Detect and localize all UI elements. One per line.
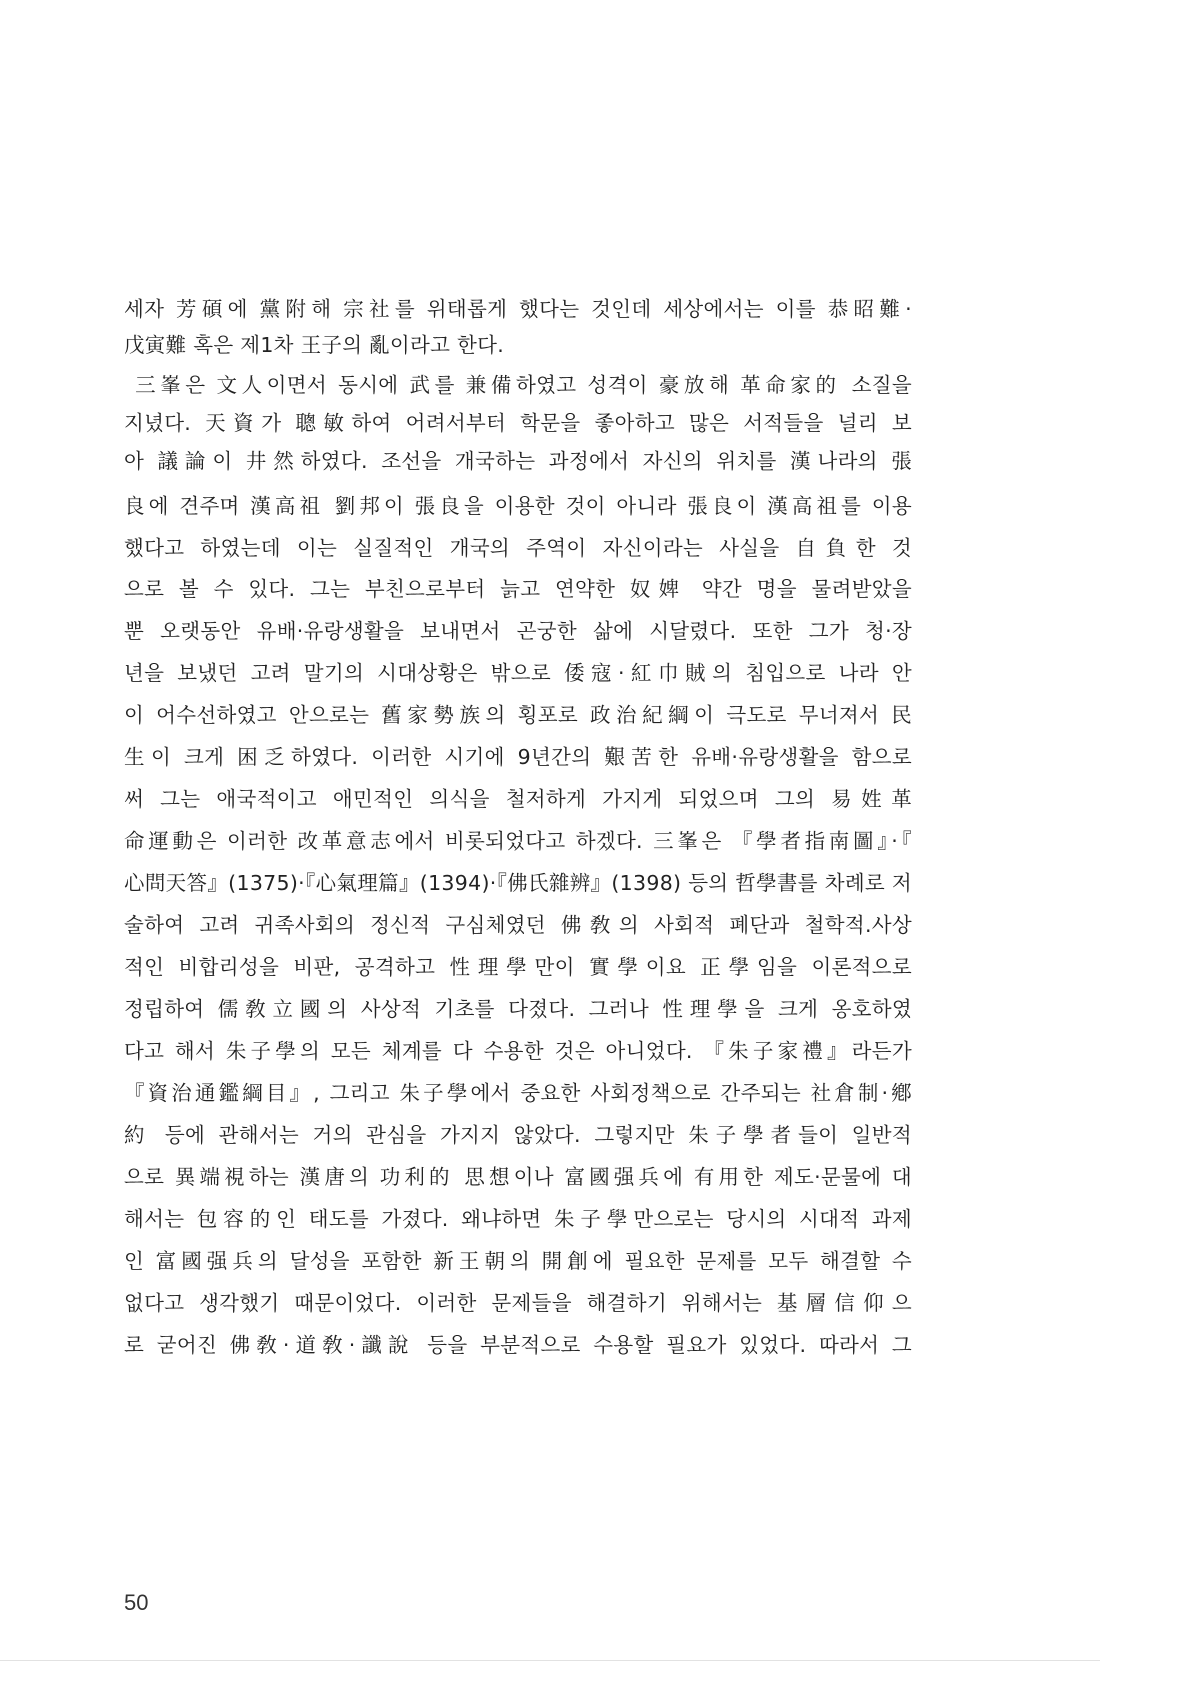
text-line: 生이 크게 困乏하였다. 이러한 시기에 9년간의 艱苦한 유배·유랑생활을 함으로 (124, 745, 912, 769)
page-number: 50 (124, 1590, 149, 1615)
text-line: 命運動은 이러한 改革意志에서 비롯되었다고 하겠다. 三峯은 『學者指南圖』·『 (124, 829, 912, 853)
text-line: 인 富國强兵의 달성을 포함한 新王朝의 開創에 필요한 문제를 모두 해결할 수 (124, 1249, 912, 1273)
bottom-rule (0, 1660, 1100, 1661)
text-line: 約 등에 관해서는 거의 관심을 가지지 않았다. 그렇지만 朱子學者들이 일반적 (124, 1123, 912, 1147)
text-line: 아 議論이 井然하였다. 조선을 개국하는 과정에서 자신의 위치를 漢나라의 張 (124, 449, 912, 473)
text-line: 세자 芳碩에 黨附해 宗社를 위태롭게 했다는 것인데 세상에서는 이를 恭昭難· (124, 297, 912, 321)
text-line: 『資治通鑑綱目』, 그리고 朱子學에서 중요한 사회정책으로 간주되는 社倉制·鄕 (124, 1081, 912, 1105)
text-line: 적인 비합리성을 비판, 공격하고 性理學만이 實學이요 正學임을 이론적으로 (124, 955, 912, 979)
text-line: 三峯은 文人이면서 동시에 武를 兼備하였고 성격이 豪放해 革命家的 소질을 (124, 373, 912, 397)
text-line: 없다고 생각했기 때문이었다. 이러한 문제들을 해결하기 위해서는 基層信仰으 (124, 1291, 912, 1315)
text-line: 써 그는 애국적이고 애민적인 의식을 철저하게 가지게 되었으며 그의 易姓革 (124, 787, 912, 811)
text-line: 으로 異端視하는 漢唐의 功利的 思想이나 富國强兵에 有用한 제도·문물에 대 (124, 1165, 912, 1189)
text-line: 이 어수선하였고 안으로는 舊家勢族의 횡포로 政治紀綱이 극도로 무너져서 民 (124, 703, 912, 727)
text-line: 良에 견주며 漢高祖 劉邦이 張良을 이용한 것이 아니라 張良이 漢高祖를 이용 (124, 494, 912, 518)
text-line: 戊寅難 혹은 제1차 王子의 亂이라고 한다. (124, 333, 505, 357)
text-line: 다고 해서 朱子學의 모든 체계를 다 수용한 것은 아니었다. 『朱子家禮』라든가 (124, 1039, 912, 1063)
text-line: 년을 보냈던 고려 말기의 시대상황은 밖으로 倭寇·紅巾賊의 침입으로 나라 안 (124, 661, 912, 685)
text-line: 지녔다. 天資가 聰敏하여 어려서부터 학문을 좋아하고 많은 서적들을 널리 보 (124, 411, 912, 435)
text-line: 했다고 하였는데 이는 실질적인 개국의 주역이 자신이라는 사실을 自負한 것 (124, 536, 912, 560)
text-line: 로 굳어진 佛敎·道敎·讖說 등을 부분적으로 수용할 필요가 있었다. 따라서 그 (124, 1333, 912, 1357)
text-line: 心問天答』(1375)·『心氣理篇』(1394)·『佛氏雜辨』(1398) 등의 哲學書를 차례로 저 (124, 871, 912, 895)
text-line: 정립하여 儒敎立國의 사상적 기초를 다졌다. 그러나 性理學을 크게 옹호하였 (124, 997, 912, 1021)
text-line: 해서는 包容的인 태도를 가졌다. 왜냐하면 朱子學만으로는 당시의 시대적 과제 (124, 1207, 912, 1231)
text-line: 뿐 오랫동안 유배·유랑생활을 보내면서 곤궁한 삶에 시달렸다. 또한 그가 청·장 (124, 619, 912, 643)
text-line: 으로 볼 수 있다. 그는 부친으로부터 늙고 연약한 奴婢 약간 명을 물려받았을 (124, 577, 912, 601)
text-line: 술하여 고려 귀족사회의 정신적 구심체였던 佛敎의 사회적 폐단과 철학적.사상 (124, 913, 912, 937)
